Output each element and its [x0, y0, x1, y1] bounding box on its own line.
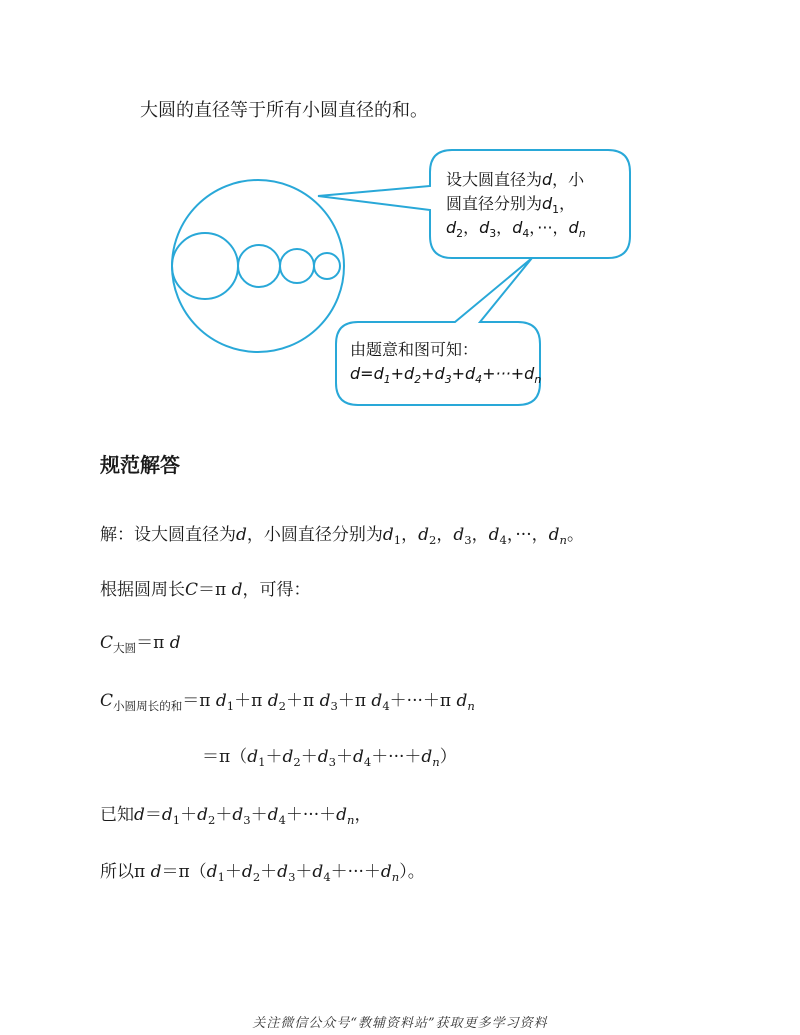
b1-var: d — [542, 170, 553, 189]
b1-text: ，小 — [552, 170, 585, 189]
footer-watermark: 关注微信公众号“教辅资料站”获取更多学习资料 — [252, 1016, 548, 1031]
solution-line-4 — [100, 686, 475, 714]
sol-sub: 3 — [328, 755, 336, 770]
sol-sub: 4 — [323, 870, 331, 885]
sol-sub: 3 — [243, 813, 251, 828]
small-circle-1 — [172, 233, 238, 299]
sol-sub: 2 — [278, 699, 286, 714]
sol-sub: n — [467, 699, 475, 714]
b1-sub: n — [578, 226, 586, 240]
sol-sub: 2 — [429, 533, 437, 548]
sol-var: d — [382, 525, 394, 545]
sol-sub: n — [391, 870, 400, 885]
sol-sub: 4 — [499, 533, 507, 548]
b1-sub: 3 — [489, 226, 497, 240]
sol-text: 根据圆周长 — [100, 580, 185, 600]
solution-line-3 — [100, 628, 181, 656]
sol-var: d — [317, 747, 329, 767]
sol-punct: ， — [436, 525, 454, 545]
b1-var: d — [568, 218, 579, 237]
bubble1-line3 — [446, 216, 586, 240]
sol-sub: 1 — [217, 870, 225, 885]
sol-sub: 3 — [464, 533, 472, 548]
sol-sub: 小圆周长的和 — [113, 699, 183, 714]
sol-var: d — [371, 691, 383, 711]
sol-op: ＝π — [198, 580, 227, 600]
sol-op: ＝ — [144, 805, 162, 825]
b1-var: d — [512, 218, 523, 237]
b2-var: d — [350, 364, 361, 383]
b1-sub: 2 — [456, 226, 464, 240]
b2-op: + — [451, 364, 466, 383]
sol-var: d — [267, 691, 279, 711]
sol-sub: 1 — [172, 813, 181, 828]
sol-var: d — [312, 862, 324, 882]
sol-var: d — [236, 525, 247, 545]
small-circle-4 — [314, 253, 340, 279]
sol-var: C — [100, 633, 114, 653]
bubble1-line1 — [446, 168, 586, 192]
sol-op: ＋ — [265, 747, 283, 767]
sol-var: d — [267, 805, 279, 825]
bubble2-text — [350, 338, 541, 386]
sol-punct: ）。 — [399, 862, 425, 882]
sol-var: d — [421, 747, 433, 767]
sol-sub: 1 — [226, 699, 235, 714]
sol-op: ＋···＋ — [371, 747, 422, 767]
sol-var: d — [206, 862, 218, 882]
sol-var: d — [197, 805, 209, 825]
sol-var: d — [150, 862, 162, 882]
b1-var: d — [446, 218, 457, 237]
sol-punct: ，···， — [506, 525, 549, 545]
sol-var: d — [161, 805, 173, 825]
b2-op: + — [421, 364, 435, 383]
sol-op: ＝π — [182, 691, 211, 711]
b2-sub: 1 — [383, 372, 391, 386]
sol-op: ＋ — [180, 805, 198, 825]
sol-var: d — [488, 525, 500, 545]
sol-sub: 4 — [382, 699, 390, 714]
sol-text: 解：设大圆直径为 — [100, 525, 236, 545]
sol-var: d — [456, 691, 468, 711]
sol-sub: 4 — [278, 813, 286, 828]
b1-text: ， — [559, 194, 576, 213]
sol-op: ） — [439, 747, 457, 767]
sol-var: d — [380, 862, 392, 882]
sol-var: d — [134, 805, 145, 825]
sol-op: ＋···＋π — [389, 691, 452, 711]
sol-punct: 。 — [566, 525, 584, 545]
b2-var: d — [524, 364, 535, 383]
sol-text: ，小圆直径分别为 — [246, 525, 383, 545]
solution-line-7 — [100, 857, 425, 885]
sol-sub: 2 — [208, 813, 216, 828]
b1-text: 设大圆直径为 — [446, 170, 543, 189]
sol-var: d — [336, 805, 347, 825]
sol-op: ＋ — [295, 862, 313, 882]
small-circle-2 — [238, 245, 280, 287]
intro-text: 大圆的直径等于所有小圆直径的和。 — [140, 100, 428, 121]
sol-sub: 4 — [363, 755, 372, 770]
bubble2-equation — [350, 362, 541, 386]
sol-sub: 1 — [258, 755, 266, 770]
small-circle-3 — [280, 249, 314, 283]
sol-var: d — [319, 691, 331, 711]
b1-text: 圆直径分别为 — [446, 194, 543, 213]
sol-var: d — [282, 747, 294, 767]
sol-punct: ， — [354, 805, 372, 825]
sol-var: d — [247, 747, 259, 767]
sol-sub: n — [432, 755, 440, 770]
sol-text: 所以π — [100, 862, 146, 882]
solution-line-1 — [100, 520, 584, 548]
b2-op: + — [390, 364, 405, 383]
b2-op: = — [360, 364, 374, 383]
sol-sub: 2 — [252, 870, 261, 885]
sol-op: ＋ — [215, 805, 233, 825]
b1-sub: 1 — [552, 202, 560, 216]
bubble1-line2 — [446, 192, 586, 216]
b1-punct: ， — [463, 218, 480, 237]
sol-op: ＋ — [300, 747, 318, 767]
sol-var: d — [241, 862, 253, 882]
sol-var: d — [418, 525, 430, 545]
sol-op: ＋ — [224, 862, 242, 882]
bubble2-line1: 由题意和图可知： — [350, 340, 479, 359]
solution-line-6 — [100, 800, 372, 828]
sol-var: C — [185, 580, 199, 600]
sol-sub: 3 — [330, 699, 338, 714]
sol-op: ＝π — [136, 633, 165, 653]
sol-var: d — [548, 525, 560, 545]
bubble1-text — [446, 168, 586, 240]
sol-op: ＋···＋ — [285, 805, 337, 825]
b2-sub: 4 — [475, 372, 483, 386]
b1-punct: ，···， — [529, 218, 569, 237]
sol-var: d — [215, 691, 227, 711]
sol-var: d — [231, 580, 243, 600]
b2-sub: n — [534, 372, 542, 386]
solution-line-2 — [100, 575, 311, 600]
big-circle — [172, 180, 344, 352]
sol-op: ＋ — [335, 747, 353, 767]
sol-op: ＝π（ — [161, 862, 207, 882]
sol-op: ＝π（ — [202, 747, 248, 767]
b1-sub: 4 — [522, 226, 530, 240]
sol-op: ＋ — [260, 862, 278, 882]
b2-var: d — [434, 364, 445, 383]
sol-sub: 1 — [393, 533, 402, 548]
sol-sub: 3 — [288, 870, 296, 885]
sol-punct: ， — [401, 525, 419, 545]
b2-op: +···+ — [482, 364, 525, 383]
sol-text: ，可得： — [242, 580, 311, 600]
sol-op: ＋π — [337, 691, 367, 711]
sol-op: ＋···＋ — [330, 862, 381, 882]
sol-text: 已知 — [100, 805, 134, 825]
b2-var: d — [465, 364, 476, 383]
solution-line-5 — [202, 742, 457, 770]
sol-sub: 大圆 — [113, 641, 137, 656]
b2-var: d — [404, 364, 415, 383]
b2-sub: 2 — [414, 372, 422, 386]
sol-var: d — [169, 633, 181, 653]
sol-punct: ， — [471, 525, 489, 545]
b2-var: d — [373, 364, 384, 383]
sol-var: d — [277, 862, 289, 882]
sol-sub: n — [559, 533, 567, 548]
sol-op: ＋ — [250, 805, 268, 825]
sol-sub: 2 — [293, 755, 301, 770]
sol-var: d — [453, 525, 465, 545]
sol-var: d — [232, 805, 244, 825]
b1-var: d — [542, 194, 553, 213]
b1-var: d — [479, 218, 490, 237]
sol-sub: n — [347, 813, 355, 828]
b1-punct: ， — [496, 218, 513, 237]
sol-op: ＋π — [285, 691, 315, 711]
sol-op: ＋π — [234, 691, 263, 711]
section-heading: 规范解答 — [100, 453, 180, 477]
sol-var: d — [352, 747, 364, 767]
sol-var: C — [100, 691, 114, 711]
b2-sub: 3 — [444, 372, 452, 386]
